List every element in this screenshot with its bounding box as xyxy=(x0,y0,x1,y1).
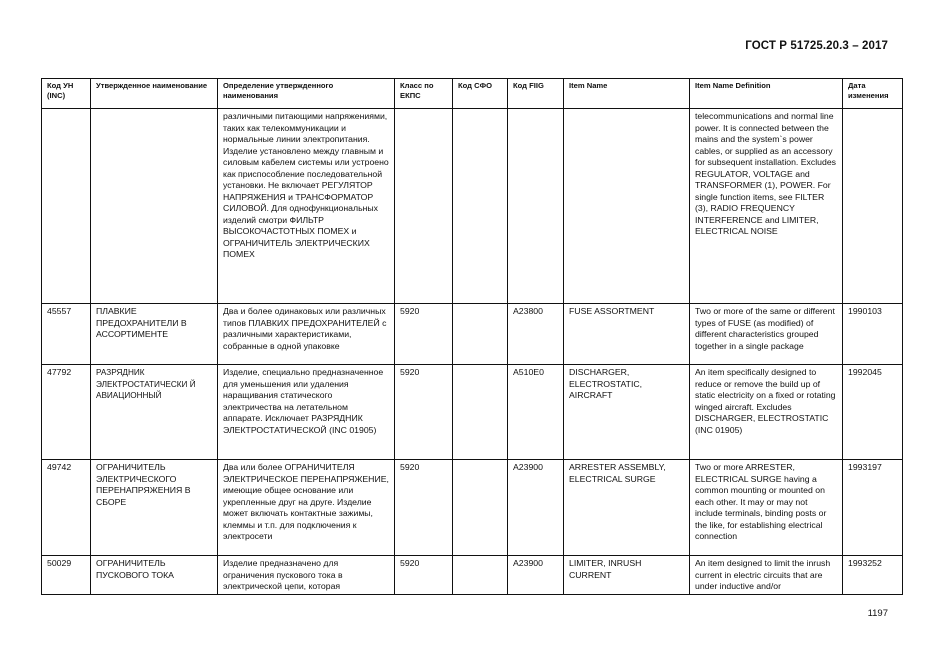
col-header-sfo: Код СФО xyxy=(453,79,508,109)
cell-date: 1993197 xyxy=(843,460,903,556)
cell-item-name: DISCHARGER, ELECTROSTATIC, AIRCRAFT xyxy=(564,365,690,460)
cell-name-ru xyxy=(91,109,218,304)
cell-inc: 45557 xyxy=(42,304,91,365)
col-header-inc: Код УН (INC) xyxy=(42,79,91,109)
table-header-row xyxy=(42,79,903,109)
table-row xyxy=(42,556,903,595)
cell-item-definition: telecommunications and normal line power. It is connected between the mains and the system`s power cables, or supplied as an accessory for subsequent installation. Excludes REGULATOR, VOLTAGE and TRANSFORMER (1), POWER. For single function items, see FILTER (3), RADIO FREQUENCY INTERFERENCE and LIMITER, ELECTRICAL NOISE xyxy=(690,109,843,304)
col-header-class: Класс по ЕКПС xyxy=(395,79,453,109)
col-header-item-name: Item Name xyxy=(564,79,690,109)
cell-class: 5920 xyxy=(395,556,453,595)
cell-item-name: FUSE ASSORTMENT xyxy=(564,304,690,365)
cell-class: 5920 xyxy=(395,460,453,556)
cell-definition-ru: Изделие предназначено для ограничения пускового тока в электрической цепи, которая xyxy=(218,556,395,595)
table-row xyxy=(42,304,903,365)
cell-definition-ru: различными питающими напряжениями, таких как телекоммуникации и нормальные линии электропитания. Изделие установлено между главным и силовым кабелем системы или устроено как приспособление последовательной установки. Не включает РЕГУЛЯТОР НАПРЯЖЕНИЯ и ТРАНСФОРМАТОР СИЛОВОЙ. Для однофункциональных изделий смотри ФИЛЬТР ВЫСОКОЧАСТОТНЫХ ПОМЕХ и ОГРАНИЧИТЕЛЬ ЭЛЕКТРИЧЕСКИХ ПОМЕХ xyxy=(218,109,395,304)
cell-name-ru: РАЗРЯДНИК ЭЛЕКТРОСТАТИЧЕСКИ Й АВИАЦИОННЫЙ xyxy=(91,365,218,460)
col-header-name-ru: Утвержденное наименование xyxy=(91,79,218,109)
page-number: 1197 xyxy=(867,608,888,619)
cell-inc: 47792 xyxy=(42,365,91,460)
cell-definition-ru: Изделие, специально предназначенное для уменьшения или удаления наращивания статического электричества на летательном аппарате. Исключает РАЗРЯДНИК ЭЛЕКТРОСТАТИЧЕСКОЙ (INC 01905) xyxy=(218,365,395,460)
col-header-date: Дата изменения xyxy=(843,79,903,109)
col-header-definition-ru: Определение утвержденного наименования xyxy=(218,79,395,109)
cell-fiig: A23900 xyxy=(508,556,564,595)
cell-name-ru: ОГРАНИЧИТЕЛЬ ПУСКОВОГО ТОКА xyxy=(91,556,218,595)
cell-item-name xyxy=(564,109,690,304)
cell-date: 1993252 xyxy=(843,556,903,595)
cell-item-name: ARRESTER ASSEMBLY, ELECTRICAL SURGE xyxy=(564,460,690,556)
cell-inc: 50029 xyxy=(42,556,91,595)
cell-inc: 49742 xyxy=(42,460,91,556)
cell-item-definition: An item designed to limit the inrush current in electric circuits that are under inductive and/or xyxy=(690,556,843,595)
cell-class xyxy=(395,109,453,304)
cell-sfo xyxy=(453,556,508,595)
cell-fiig xyxy=(508,109,564,304)
cell-name-ru: ПЛАВКИЕ ПРЕДОХРАНИТЕЛИ В АССОРТИМЕНТЕ xyxy=(91,304,218,365)
cell-date: 1992045 xyxy=(843,365,903,460)
table-row xyxy=(42,109,903,304)
cell-sfo xyxy=(453,365,508,460)
cell-class: 5920 xyxy=(395,365,453,460)
cell-fiig: A23900 xyxy=(508,460,564,556)
cell-item-definition: Two or more ARRESTER, ELECTRICAL SURGE having a common mounting or mounted on each other. It may or may not include terminals, binding posts or the like, for establishing electrical connection xyxy=(690,460,843,556)
cell-definition-ru: Два или более ОГРАНИЧИТЕЛЯ ЭЛЕКТРИЧЕСКОЕ ПЕРЕНАПРЯЖЕНИЕ, имеющие общее основание или укрепленные друг на друге. Изделие может включать контактные зажимы, клеммы и т.п. для подключения к электросети xyxy=(218,460,395,556)
cell-date: 1990103 xyxy=(843,304,903,365)
col-header-item-definition: Item Name Definition xyxy=(690,79,843,109)
cell-inc xyxy=(42,109,91,304)
cell-sfo xyxy=(453,304,508,365)
col-header-fiig: Код FIIG xyxy=(508,79,564,109)
cell-fiig: A510E0 xyxy=(508,365,564,460)
cell-item-name: LIMITER, INRUSH CURRENT xyxy=(564,556,690,595)
cell-date xyxy=(843,109,903,304)
cell-class: 5920 xyxy=(395,304,453,365)
nomenclature-table xyxy=(41,78,903,595)
cell-definition-ru: Два и более одинаковых или различных типов ПЛАВКИХ ПРЕДОХРАНИТЕЛЕЙ с различными характеристиками, собранные в одной упаковке xyxy=(218,304,395,365)
cell-sfo xyxy=(453,109,508,304)
cell-item-definition: Two or more of the same or different types of FUSE (as modified) of different characteristics grouped together in a single package xyxy=(690,304,843,365)
cell-fiig: A23800 xyxy=(508,304,564,365)
cell-name-ru: ОГРАНИЧИТЕЛЬ ЭЛЕКТРИЧЕСКОГО ПЕРЕНАПРЯЖЕНИЯ В СБОРЕ xyxy=(91,460,218,556)
document-header: ГОСТ Р 51725.20.3 – 2017 xyxy=(745,40,888,52)
table-row xyxy=(42,365,903,460)
cell-sfo xyxy=(453,460,508,556)
cell-item-definition: An item specifically designed to reduce or remove the build up of static electricity on a fixed or rotating winged aircraft. Excludes DISCHARGER, ELECTROSTATIC (INC 01905) xyxy=(690,365,843,460)
table-row xyxy=(42,460,903,556)
